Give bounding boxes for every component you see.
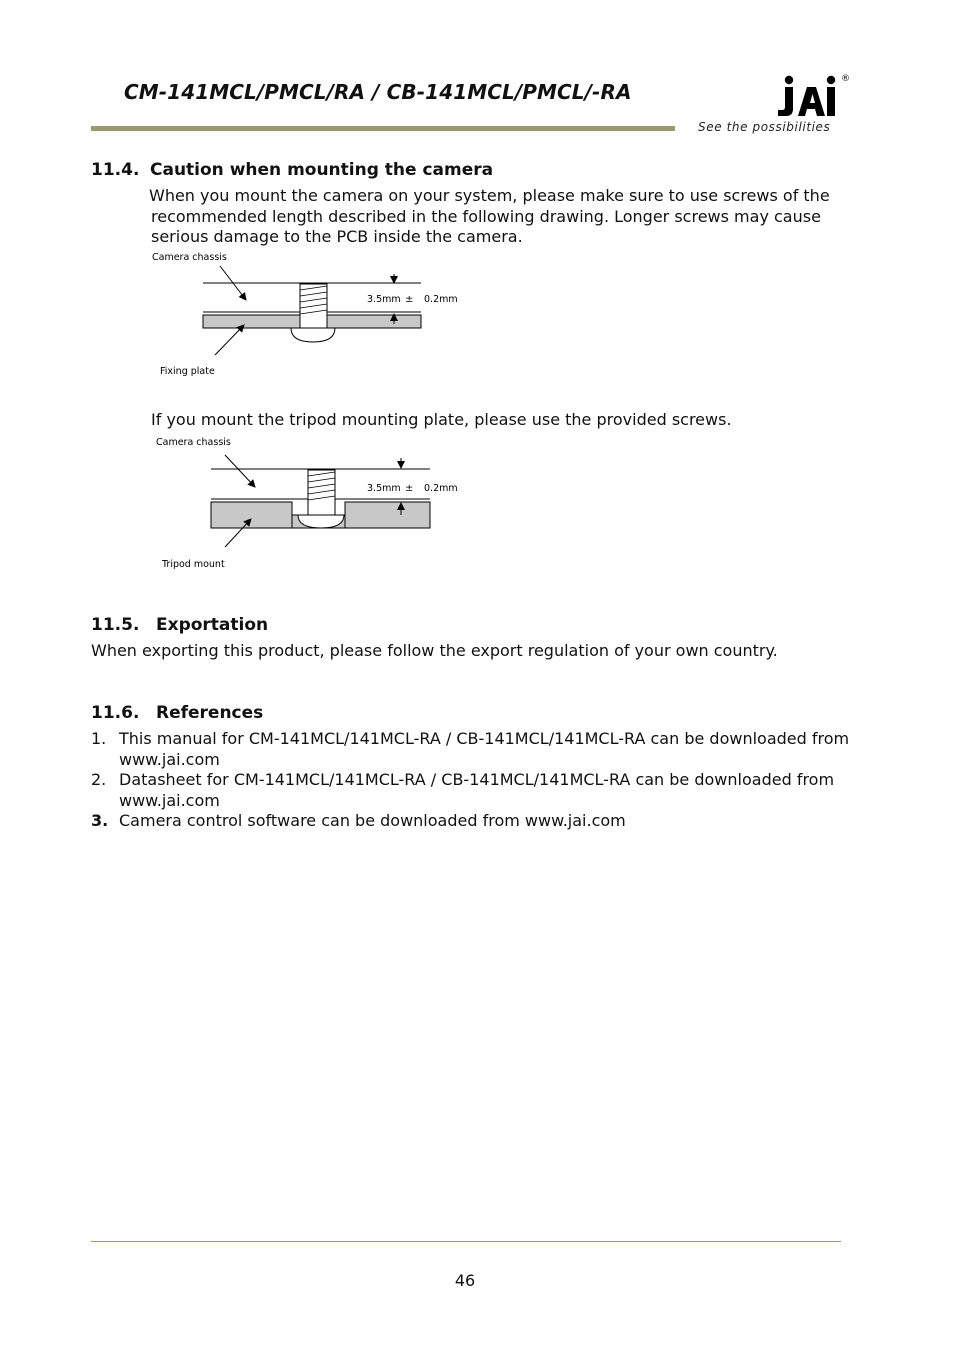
dimension-value: 3.5mm xyxy=(367,483,401,494)
section-11-6-title: References xyxy=(156,703,264,723)
reference-list-item xyxy=(91,769,851,811)
section-11-4-title: Caution when mounting the camera xyxy=(150,160,494,180)
section-11-5-title: Exportation xyxy=(156,615,269,635)
dimension-tolerance: 0.2mm xyxy=(424,294,458,305)
dimension-value: 3.5mm xyxy=(367,294,401,305)
section-11-4-heading xyxy=(91,160,493,180)
list-item-text: Datasheet for CM-141MCL/141MCL-RA / CB-141MCL/141MCL-RA can be downloaded from xyxy=(119,770,835,789)
section-11-5-number: 11.5. xyxy=(91,615,140,635)
arrow-to-chassis xyxy=(225,455,255,487)
label-fixing-plate: Fixing plate xyxy=(160,366,215,377)
figure-tripod-mount xyxy=(150,433,480,573)
list-marker: 1. xyxy=(91,729,107,748)
page-number: 46 xyxy=(454,1271,476,1290)
logo-tagline: See the possibilities xyxy=(698,120,831,134)
section-11-5-heading xyxy=(91,615,268,635)
section-11-6-number: 11.6. xyxy=(91,703,140,723)
registered-mark: ® xyxy=(841,74,850,84)
reference-list-item xyxy=(91,810,851,831)
tripod-plate-right xyxy=(345,502,430,528)
paragraph-line: When you mount the camera on your system, please make sure to use screws of the xyxy=(149,186,830,205)
section-11-4-number: 11.4. xyxy=(91,160,140,180)
list-item-text: Camera control software can be downloaded from www.jai.com xyxy=(119,811,626,830)
paragraph-line: serious damage to the PCB inside the camera. xyxy=(151,227,523,246)
tripod-instruction: If you mount the tripod mounting plate, please use the provided screws. xyxy=(151,410,732,429)
label-tripod-mount: Tripod mount xyxy=(162,559,225,570)
reference-list-item xyxy=(91,728,851,770)
plus-minus-sign: ± xyxy=(405,483,414,494)
footer-rule xyxy=(91,1241,841,1242)
paragraph-line: recommended length described in the following drawing. Longer screws may cause xyxy=(151,206,821,226)
list-item-link-text: www.jai.com xyxy=(119,791,220,810)
label-camera-chassis: Camera chassis xyxy=(152,252,227,263)
section-11-4-paragraph xyxy=(149,186,830,248)
section-11-6-heading xyxy=(91,703,263,723)
screw-head xyxy=(291,328,335,342)
exportation-text: When exporting this product, please follow the export regulation of your own country. xyxy=(91,641,778,660)
screw-shaft xyxy=(308,470,335,515)
label-camera-chassis: Camera chassis xyxy=(156,437,231,448)
arrow-to-plate xyxy=(215,325,244,355)
tripod-plate-left xyxy=(211,502,292,528)
plus-minus-sign: ± xyxy=(405,294,414,305)
list-item-text: This manual for CM-141MCL/141MCL-RA / CB-141MCL/141MCL-RA can be downloaded from xyxy=(119,729,850,748)
list-marker: 2. xyxy=(91,770,107,789)
list-marker: 3. xyxy=(91,811,109,830)
figure-fixing-plate xyxy=(140,248,480,383)
dimension-tolerance: 0.2mm xyxy=(424,483,458,494)
document-title: CM-141MCL/PMCL/RA / CB-141MCL/PMCL/-RA xyxy=(124,80,632,104)
list-item-link-text: www.jai.com xyxy=(119,750,220,769)
header-rule xyxy=(91,126,675,131)
